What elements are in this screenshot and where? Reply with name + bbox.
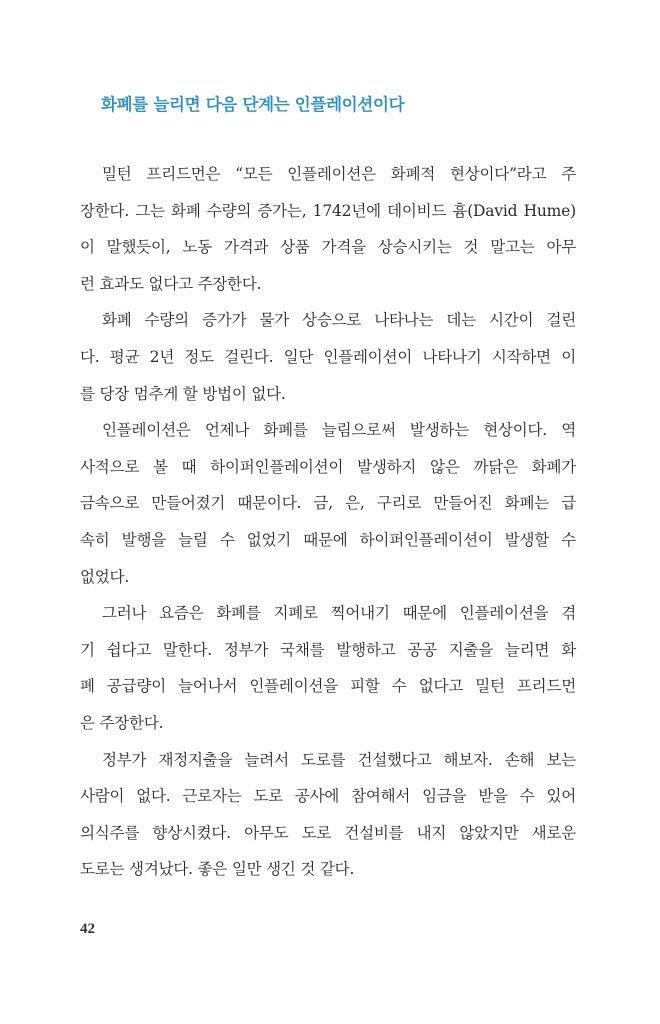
text-line: 폐 공급량이 늘어나서 인플레이션을 피할 수 없다고 밀턴 프리드먼 [80, 677, 576, 696]
text-line: 런 효과도 없다고 주장한다. [80, 274, 262, 293]
text-line: 도로는 생겨났다. 좋은 일만 생긴 것 같다. [80, 860, 355, 879]
text-line: 기 쉽다고 말한다. 정부가 국채를 발행하고 공공 지출을 늘리면 화 [80, 640, 576, 659]
text-line: 은 주장한다. [80, 713, 164, 732]
text-line: 화폐 수량의 증가가 물가 상승으로 나타나는 데는 시간이 걸린 [102, 311, 576, 330]
text-line: 인플레이션은 언제나 화폐를 늘림으로써 발생하는 현상이다. 역 [102, 421, 576, 440]
text-line: 장한다. 그는 화폐 수량의 증가는, 1742년에 데이비드 흄(David Hume) [80, 201, 576, 220]
text-line: 의식주를 향상시켰다. 아무도 도로 건설비를 내지 않았지만 새로운 [80, 823, 576, 842]
paragraph [80, 156, 576, 302]
text-line: 금속으로 만들어졌기 때문이다. 금, 은, 구리로 만들어진 화폐는 급 [80, 494, 576, 513]
paragraph [80, 412, 576, 595]
text-line: 사적으로 볼 때 하이퍼인플레이션이 발생하지 않은 까닭은 화폐가 [80, 457, 576, 476]
page-number: 42 [80, 921, 95, 937]
text-line: 사람이 없다. 근로자는 도로 공사에 참여해서 임금을 받을 수 있어 [80, 787, 576, 806]
body-text [80, 156, 576, 888]
paragraph [80, 742, 576, 888]
text-line: 없었다. [80, 567, 130, 586]
text-line: 이 말했듯이, 노동 가격과 상품 가격을 상승시키는 것 말고는 아무 [80, 238, 576, 257]
text-line: 속히 발행을 늘릴 수 없었기 때문에 하이퍼인플레이션이 발생할 수 [80, 530, 576, 549]
paragraph [80, 302, 576, 412]
section-heading: 화폐를 늘리면 다음 단계는 인플레이션이다 [101, 95, 405, 114]
text-line: 밀턴 프리드먼은 “모든 인플레이션은 화폐적 현상이다”라고 주 [102, 165, 576, 183]
text-line: 그러나 요즘은 화폐를 지폐로 찍어내기 때문에 인플레이션을 겪 [102, 604, 576, 623]
paragraph [80, 595, 576, 741]
text-line: 정부가 재정지출을 늘려서 도로를 건설했다고 해보자. 손해 보는 [102, 750, 576, 769]
text-line: 다. 평균 2년 정도 걸린다. 일단 인플레이션이 나타나기 시작하면 이 [80, 347, 576, 366]
text-line: 를 당장 멈추게 할 방법이 없다. [80, 384, 286, 403]
